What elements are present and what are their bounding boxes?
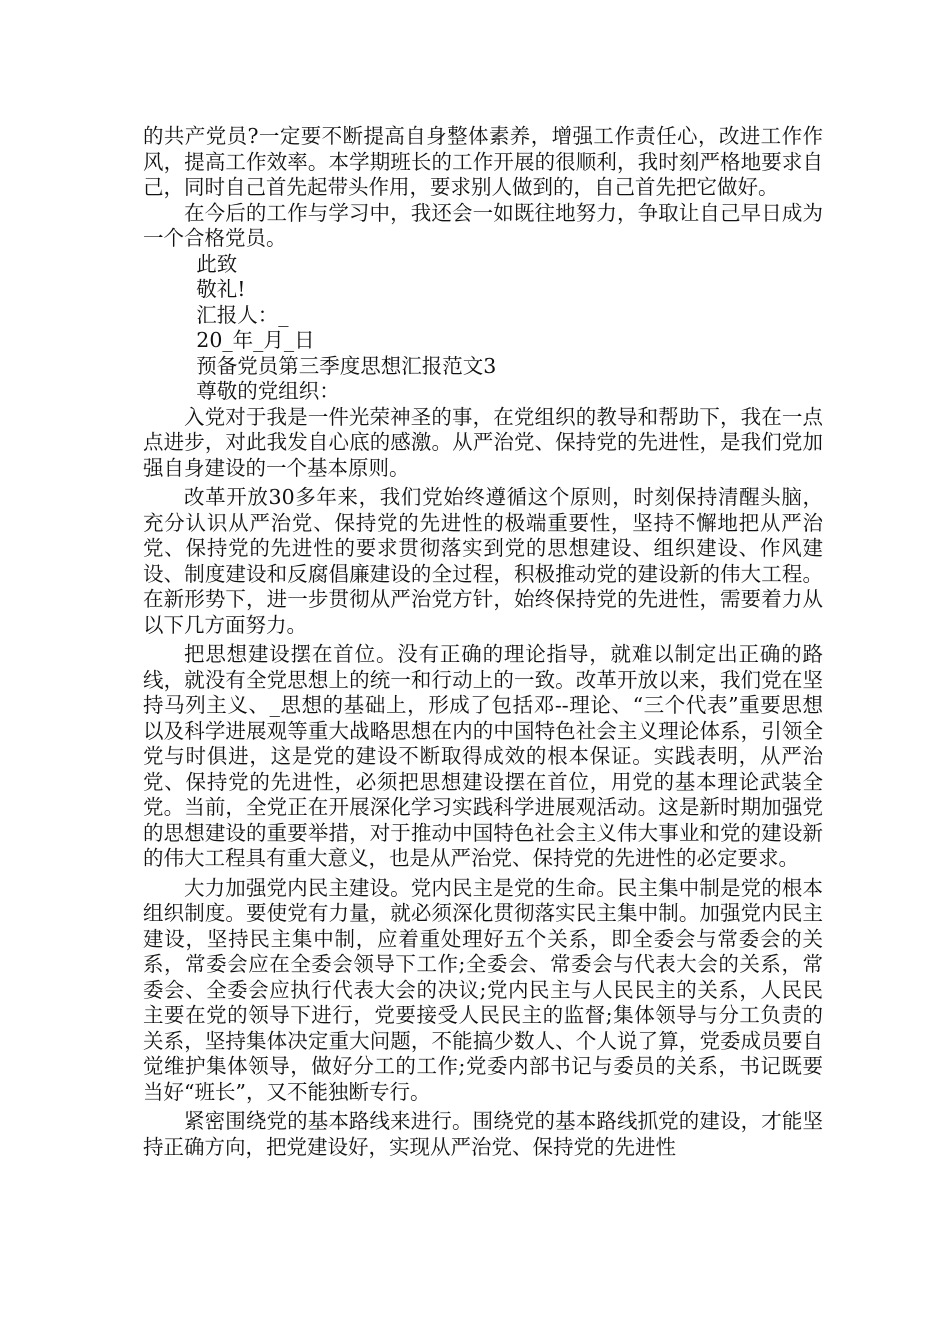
greeting-line: 尊敬的党组织：: [196, 379, 340, 403]
paragraph-continuation: 的共产党员?一定要不断提高自身整体素养，增强工作责任心，改进工作作风，提高工作效率。本学期班长的工作开展的很顺利，我时刻严格地要求自己，同时自己首先起带头作用，要求别人做到的，自己首先把它做好。: [143, 124, 823, 199]
paragraph-reform: 改革开放30多年来，我们党始终遵循这个原则，时刻保持清醒头脑，充分认识从严治党、保持党的先进性的极端重要性，坚持不懈地把从严治党、保持党的先进性的要求贯彻落实到党的思想建设、组织建设、作风建设、制度建设和反腐倡廉建设的全过程，积极推动党的建设新的伟大工程。在新形势下，进一步贯彻从严治党方针，始终保持党的先进性，需要着力从以下几方面努力。: [143, 485, 823, 637]
paragraph-future-effort: 在今后的工作与学习中，我还会一如既往地努力，争取让自己早日成为一个合格党员。: [143, 200, 823, 250]
section-title: 预备党员第三季度思想汇报范文3: [196, 353, 497, 378]
paragraph-ideology: 把思想建设摆在首位。没有正确的理论指导，就难以制定出正确的路线，就没有全党思想上的统一和行动上的一致。改革开放以来，我们党在坚持马列主义、_思想的基础上，形成了包括邓--理论、“三个代表”重要思想以及科学进展观等重大战略思想在内的中国特色社会主义理论体系，引领全党与时俱进，这是党的建设不断取得成效的根本保证。实践表明，从严治党、保持党的先进性，必须把思想建设摆在首位，用党的基本理论武装全党。当前，全党正在开展深化学习实践科学进展观活动。这是新时期加强党的思想建设的重要举措，对于推动中国特色社会主义伟大事业和党的建设新的伟大工程具有重大意义，也是从严治党、保持党的先进性的必定要求。: [143, 642, 823, 870]
date-line: 20_年_月_日: [196, 328, 315, 352]
closing-respect: 敬礼!: [196, 277, 246, 301]
document-body: [143, 124, 823, 1160]
closing-salutation: 此致: [196, 251, 238, 276]
paragraph-basic-line: 紧密围绕党的基本路线来进行。围绕党的基本路线抓党的建设，才能坚持正确方向，把党建设好，实现从严治党、保持党的先进性: [143, 1109, 823, 1159]
paragraph-intro: 入党对于我是一件光荣神圣的事，在党组织的教导和帮助下，我在一点点进步，对此我发自心底的感激。从严治党、保持党的先进性，是我们党加强自身建设的一个基本原则。: [143, 404, 823, 480]
paragraph-democracy: 大力加强党内民主建设。党内民主是党的生命。民主集中制是党的根本组织制度。要使党有力量，就必须深化贯彻落实民主集中制。加强党内民主建设，坚持民主集中制，应着重处理好五个关系，即全委会与常委会的关系，常委会应在全委会领导下工作;全委会、常委会与代表大会的关系，常委会、全委会应执行代表大会的决议;党内民主与人民民主的关系，人民民主要在党的领导下进行，党要接受人民民主的监督;集体领导与分工负责的关系，坚持集体决定重大问题，不能搞少数人、个人说了算，党委成员要自觉维护集体领导，做好分工的工作;党委内部书记与委员的关系，书记既要当好“班长”，又不能独断专行。: [143, 875, 823, 1104]
reporter-line: 汇报人：_: [196, 302, 289, 327]
